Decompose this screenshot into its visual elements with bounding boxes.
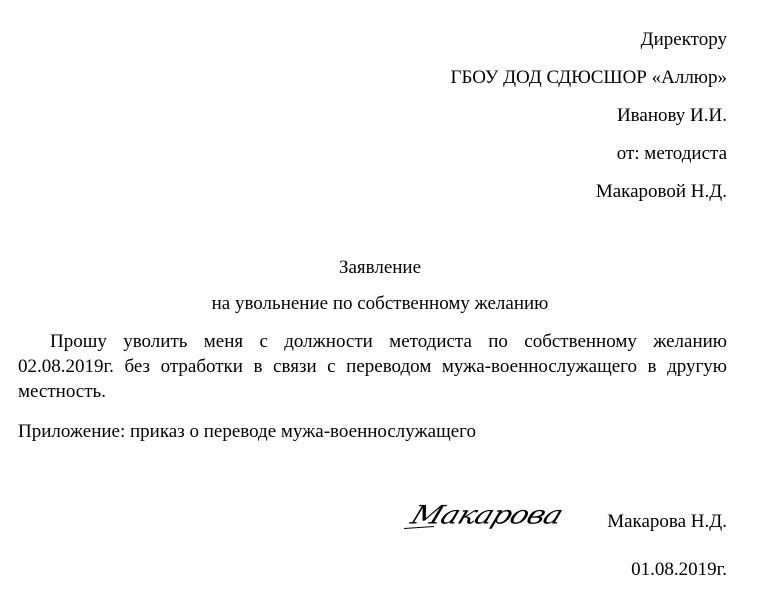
handwritten-signature: Макарова [406, 500, 567, 531]
document-subtitle: на увольнение по собственному желанию [211, 293, 549, 314]
sender-name: Макаровой Н.Д. [595, 181, 727, 202]
body-paragraph: Прошу уволить меня с должности методиста по собственному желанию 02.08.2019г. без отработки в связи с переводом мужа-военнослужащего в другую местность. [18, 331, 727, 402]
addressee-organization: ГБОУ ДОД СДЮСШОР «Аллюр» [450, 67, 727, 88]
attachment-line: Приложение: приказ о переводе мужа-военнослужащего [18, 421, 476, 442]
document-title: Заявление [338, 257, 422, 278]
addressee-name: Иванову И.И. [616, 105, 727, 126]
addressee-position: Директору [640, 29, 727, 50]
signer-name: Макарова Н.Д. [607, 511, 727, 532]
sender-position: от: методиста [616, 143, 727, 164]
signature-date: 01.08.2019г. [631, 559, 727, 580]
